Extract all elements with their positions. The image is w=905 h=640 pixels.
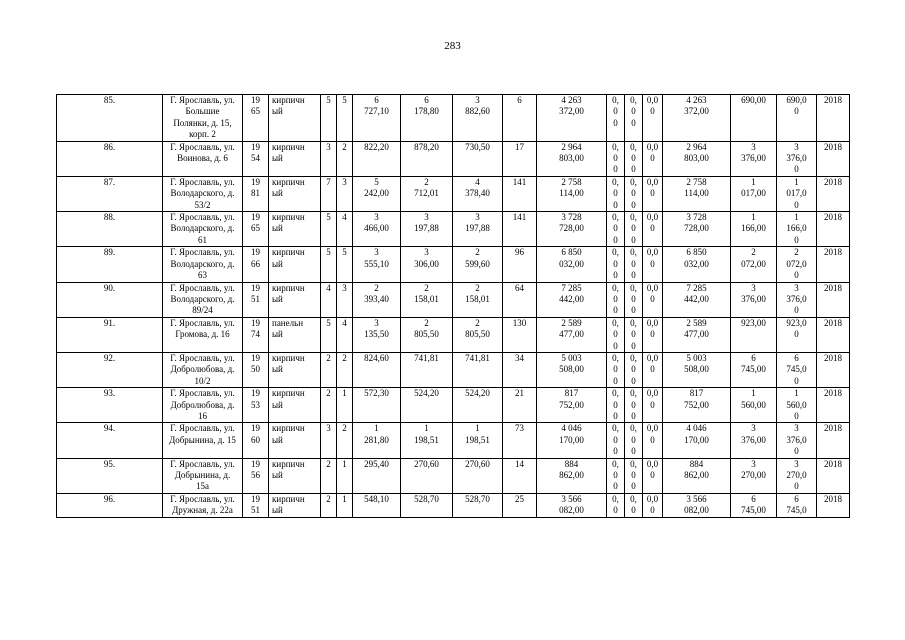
year-built-cell: 19 51 (243, 282, 269, 317)
area-premises-cell: 3 306,00 (401, 247, 453, 282)
residents-cell: 96 (503, 247, 537, 282)
entrances-cell: 1 (337, 388, 353, 423)
entrances-cell: 3 (337, 176, 353, 211)
area-total-cell: 3 466,00 (353, 212, 401, 247)
area-residential-cell: 730,50 (453, 141, 503, 176)
fund-share-1-cell: 0, 0 0 (607, 388, 625, 423)
residents-cell: 64 (503, 282, 537, 317)
unit-cost-cell: 1 166,00 (731, 212, 777, 247)
max-unit-cost-cell: 3 270,0 0 (777, 458, 817, 493)
fund-share-1-cell: 0, 0 0 (607, 317, 625, 352)
year-built-cell: 19 60 (243, 423, 269, 458)
address-cell: Г. Ярославль, ул. Добролюбова, д. 16 (163, 388, 243, 423)
area-total-cell: 548,10 (353, 493, 401, 517)
fund-share-2-cell: 0, 0 0 (625, 247, 643, 282)
unit-cost-cell: 690,00 (731, 95, 777, 142)
cost-cell: 2 964 803,00 (537, 141, 607, 176)
area-premises-cell: 1 198,51 (401, 423, 453, 458)
max-unit-cost-cell: 6 745,0 (777, 493, 817, 517)
owners-funds-cell: 884 862,00 (663, 458, 731, 493)
wall-material-cell: кирпичн ый (269, 176, 321, 211)
row-number: 94. (57, 423, 163, 458)
floors-cell: 7 (321, 176, 337, 211)
owners-funds-cell: 2 758 114,00 (663, 176, 731, 211)
residents-cell: 141 (503, 212, 537, 247)
owners-funds-cell: 3 566 082,00 (663, 493, 731, 517)
max-unit-cost-cell: 1 560,0 0 (777, 388, 817, 423)
address-cell: Г. Ярославль, ул. Володарского, д. 89/24 (163, 282, 243, 317)
table-row (57, 95, 850, 142)
wall-material-cell: кирпичн ый (269, 352, 321, 387)
floors-cell: 2 (321, 458, 337, 493)
floors-cell: 3 (321, 423, 337, 458)
unit-cost-cell: 3 376,00 (731, 282, 777, 317)
floors-cell: 2 (321, 352, 337, 387)
table-row (57, 458, 850, 493)
fund-share-3-cell: 0,0 0 (643, 317, 663, 352)
year-built-cell: 19 65 (243, 212, 269, 247)
wall-material-cell: кирпичн ый (269, 247, 321, 282)
address-cell: Г. Ярославль, ул. Дружная, д. 22а (163, 493, 243, 517)
fund-share-2-cell: 0, 0 0 (625, 176, 643, 211)
area-premises-cell: 270,60 (401, 458, 453, 493)
page-number: 283 (444, 40, 461, 52)
address-cell: Г. Ярославль, ул. Володарского, д. 53/2 (163, 176, 243, 211)
table-row (57, 176, 850, 211)
entrances-cell: 2 (337, 352, 353, 387)
cost-cell: 4 263 372,00 (537, 95, 607, 142)
unit-cost-cell: 3 376,00 (731, 423, 777, 458)
entrances-cell: 4 (337, 317, 353, 352)
max-unit-cost-cell: 3 376,0 0 (777, 423, 817, 458)
row-number: 92. (57, 352, 163, 387)
fund-share-2-cell: 0, 0 0 (625, 282, 643, 317)
year-built-cell: 19 54 (243, 141, 269, 176)
row-number: 87. (57, 176, 163, 211)
wall-material-cell: кирпичн ый (269, 423, 321, 458)
year-built-cell: 19 74 (243, 317, 269, 352)
table-row (57, 352, 850, 387)
fund-share-3-cell: 0,0 0 (643, 388, 663, 423)
cost-cell: 5 003 508,00 (537, 352, 607, 387)
address-cell: Г. Ярославль, ул. Володарского, д. 63 (163, 247, 243, 282)
row-number: 86. (57, 141, 163, 176)
cost-cell: 6 850 032,00 (537, 247, 607, 282)
row-number: 85. (57, 95, 163, 142)
fund-share-2-cell: 0, 0 0 (625, 141, 643, 176)
address-cell: Г. Ярославль, ул. Большие Полянки, д. 15, корп. 2 (163, 95, 243, 142)
area-total-cell: 295,40 (353, 458, 401, 493)
unit-cost-cell: 6 745,00 (731, 352, 777, 387)
table-row (57, 247, 850, 282)
address-cell: Г. Ярославль, ул. Добрынина, д. 15а (163, 458, 243, 493)
owners-funds-cell: 3 728 728,00 (663, 212, 731, 247)
wall-material-cell: кирпичн ый (269, 388, 321, 423)
area-total-cell: 1 281,80 (353, 423, 401, 458)
floors-cell: 3 (321, 141, 337, 176)
row-number: 96. (57, 493, 163, 517)
max-unit-cost-cell: 1 166,0 0 (777, 212, 817, 247)
row-number: 88. (57, 212, 163, 247)
area-total-cell: 3 135,50 (353, 317, 401, 352)
area-premises-cell: 2 158,01 (401, 282, 453, 317)
address-cell: Г. Ярославль, ул. Добрынина, д. 15 (163, 423, 243, 458)
row-number: 93. (57, 388, 163, 423)
fund-share-2-cell: 0, 0 0 (625, 317, 643, 352)
fund-share-2-cell: 0, 0 0 (625, 352, 643, 387)
floors-cell: 5 (321, 317, 337, 352)
completion-year-cell: 2018 (817, 493, 850, 517)
area-total-cell: 2 393,40 (353, 282, 401, 317)
wall-material-cell: кирпичн ый (269, 282, 321, 317)
year-built-cell: 19 50 (243, 352, 269, 387)
row-number: 91. (57, 317, 163, 352)
year-built-cell: 19 53 (243, 388, 269, 423)
year-built-cell: 19 66 (243, 247, 269, 282)
fund-share-3-cell: 0,0 0 (643, 95, 663, 142)
residents-cell: 34 (503, 352, 537, 387)
table-row (57, 141, 850, 176)
area-residential-cell: 270,60 (453, 458, 503, 493)
cost-cell: 884 862,00 (537, 458, 607, 493)
floors-cell: 4 (321, 282, 337, 317)
fund-share-3-cell: 0,0 0 (643, 423, 663, 458)
housing-register-table (56, 94, 850, 518)
max-unit-cost-cell: 3 376,0 0 (777, 141, 817, 176)
completion-year-cell: 2018 (817, 176, 850, 211)
max-unit-cost-cell: 6 745,0 0 (777, 352, 817, 387)
fund-share-1-cell: 0, 0 0 (607, 282, 625, 317)
cost-cell: 3 728 728,00 (537, 212, 607, 247)
wall-material-cell: кирпичн ый (269, 212, 321, 247)
fund-share-2-cell: 0, 0 0 (625, 458, 643, 493)
area-residential-cell: 741,81 (453, 352, 503, 387)
fund-share-3-cell: 0,0 0 (643, 282, 663, 317)
completion-year-cell: 2018 (817, 352, 850, 387)
owners-funds-cell: 4 263 372,00 (663, 95, 731, 142)
address-cell: Г. Ярославль, ул. Володарского, д. 61 (163, 212, 243, 247)
table-row (57, 423, 850, 458)
area-residential-cell: 528,70 (453, 493, 503, 517)
unit-cost-cell: 1 560,00 (731, 388, 777, 423)
unit-cost-cell: 3 376,00 (731, 141, 777, 176)
fund-share-2-cell: 0, 0 (625, 493, 643, 517)
residents-cell: 6 (503, 95, 537, 142)
owners-funds-cell: 5 003 508,00 (663, 352, 731, 387)
wall-material-cell: кирпичн ый (269, 141, 321, 176)
floors-cell: 5 (321, 95, 337, 142)
area-total-cell: 822,20 (353, 141, 401, 176)
unit-cost-cell: 923,00 (731, 317, 777, 352)
table-row (57, 317, 850, 352)
max-unit-cost-cell: 1 017,0 0 (777, 176, 817, 211)
row-number: 95. (57, 458, 163, 493)
fund-share-2-cell: 0, 0 0 (625, 388, 643, 423)
max-unit-cost-cell: 3 376,0 0 (777, 282, 817, 317)
entrances-cell: 5 (337, 247, 353, 282)
fund-share-3-cell: 0,0 0 (643, 176, 663, 211)
area-premises-cell: 2 712,01 (401, 176, 453, 211)
fund-share-3-cell: 0,0 0 (643, 141, 663, 176)
area-premises-cell: 2 805,50 (401, 317, 453, 352)
area-total-cell: 3 555,10 (353, 247, 401, 282)
fund-share-1-cell: 0, 0 0 (607, 458, 625, 493)
fund-share-3-cell: 0,0 0 (643, 493, 663, 517)
fund-share-1-cell: 0, 0 0 (607, 352, 625, 387)
entrances-cell: 1 (337, 458, 353, 493)
fund-share-1-cell: 0, 0 (607, 493, 625, 517)
area-residential-cell: 2 158,01 (453, 282, 503, 317)
area-residential-cell: 4 378,40 (453, 176, 503, 211)
unit-cost-cell: 1 017,00 (731, 176, 777, 211)
area-residential-cell: 1 198,51 (453, 423, 503, 458)
unit-cost-cell: 3 270,00 (731, 458, 777, 493)
entrances-cell: 1 (337, 493, 353, 517)
area-total-cell: 5 242,00 (353, 176, 401, 211)
year-built-cell: 19 51 (243, 493, 269, 517)
max-unit-cost-cell: 923,0 0 (777, 317, 817, 352)
residents-cell: 130 (503, 317, 537, 352)
completion-year-cell: 2018 (817, 247, 850, 282)
area-premises-cell: 6 178,80 (401, 95, 453, 142)
fund-share-1-cell: 0, 0 0 (607, 176, 625, 211)
table-body (57, 95, 850, 518)
table-row (57, 388, 850, 423)
cost-cell: 4 046 170,00 (537, 423, 607, 458)
floors-cell: 5 (321, 212, 337, 247)
owners-funds-cell: 2 964 803,00 (663, 141, 731, 176)
area-residential-cell: 3 197,88 (453, 212, 503, 247)
year-built-cell: 19 56 (243, 458, 269, 493)
cost-cell: 2 589 477,00 (537, 317, 607, 352)
fund-share-1-cell: 0, 0 0 (607, 247, 625, 282)
area-residential-cell: 3 882,60 (453, 95, 503, 142)
wall-material-cell: кирпичн ый (269, 95, 321, 142)
fund-share-2-cell: 0, 0 0 (625, 423, 643, 458)
owners-funds-cell: 6 850 032,00 (663, 247, 731, 282)
year-built-cell: 19 81 (243, 176, 269, 211)
area-premises-cell: 741,81 (401, 352, 453, 387)
entrances-cell: 2 (337, 141, 353, 176)
cost-cell: 817 752,00 (537, 388, 607, 423)
fund-share-1-cell: 0, 0 0 (607, 212, 625, 247)
wall-material-cell: кирпичн ый (269, 493, 321, 517)
max-unit-cost-cell: 690,0 0 (777, 95, 817, 142)
completion-year-cell: 2018 (817, 423, 850, 458)
entrances-cell: 2 (337, 423, 353, 458)
residents-cell: 17 (503, 141, 537, 176)
completion-year-cell: 2018 (817, 282, 850, 317)
completion-year-cell: 2018 (817, 317, 850, 352)
area-total-cell: 572,30 (353, 388, 401, 423)
address-cell: Г. Ярославль, ул. Воинова, д. 6 (163, 141, 243, 176)
fund-share-3-cell: 0,0 0 (643, 247, 663, 282)
table-row (57, 212, 850, 247)
wall-material-cell: панельн ый (269, 317, 321, 352)
residents-cell: 73 (503, 423, 537, 458)
area-residential-cell: 524,20 (453, 388, 503, 423)
completion-year-cell: 2018 (817, 212, 850, 247)
fund-share-1-cell: 0, 0 0 (607, 141, 625, 176)
residents-cell: 141 (503, 176, 537, 211)
address-cell: Г. Ярославль, ул. Громова, д. 16 (163, 317, 243, 352)
cost-cell: 3 566 082,00 (537, 493, 607, 517)
table-row (57, 493, 850, 517)
fund-share-3-cell: 0,0 0 (643, 352, 663, 387)
residents-cell: 21 (503, 388, 537, 423)
fund-share-2-cell: 0, 0 0 (625, 212, 643, 247)
floors-cell: 5 (321, 247, 337, 282)
cost-cell: 2 758 114,00 (537, 176, 607, 211)
fund-share-1-cell: 0, 0 0 (607, 423, 625, 458)
owners-funds-cell: 2 589 477,00 (663, 317, 731, 352)
owners-funds-cell: 817 752,00 (663, 388, 731, 423)
unit-cost-cell: 2 072,00 (731, 247, 777, 282)
completion-year-cell: 2018 (817, 458, 850, 493)
area-total-cell: 6 727,10 (353, 95, 401, 142)
entrances-cell: 4 (337, 212, 353, 247)
row-number: 90. (57, 282, 163, 317)
table-row (57, 282, 850, 317)
fund-share-1-cell: 0, 0 0 (607, 95, 625, 142)
year-built-cell: 19 65 (243, 95, 269, 142)
cost-cell: 7 285 442,00 (537, 282, 607, 317)
max-unit-cost-cell: 2 072,0 0 (777, 247, 817, 282)
entrances-cell: 5 (337, 95, 353, 142)
floors-cell: 2 (321, 493, 337, 517)
completion-year-cell: 2018 (817, 95, 850, 142)
row-number: 89. (57, 247, 163, 282)
fund-share-3-cell: 0,0 0 (643, 212, 663, 247)
fund-share-3-cell: 0,0 0 (643, 458, 663, 493)
floors-cell: 2 (321, 388, 337, 423)
area-residential-cell: 2 805,50 (453, 317, 503, 352)
completion-year-cell: 2018 (817, 388, 850, 423)
unit-cost-cell: 6 745,00 (731, 493, 777, 517)
area-premises-cell: 3 197,88 (401, 212, 453, 247)
area-residential-cell: 2 599,60 (453, 247, 503, 282)
owners-funds-cell: 4 046 170,00 (663, 423, 731, 458)
residents-cell: 14 (503, 458, 537, 493)
area-premises-cell: 528,70 (401, 493, 453, 517)
area-total-cell: 824,60 (353, 352, 401, 387)
entrances-cell: 3 (337, 282, 353, 317)
fund-share-2-cell: 0, 0 0 (625, 95, 643, 142)
completion-year-cell: 2018 (817, 141, 850, 176)
owners-funds-cell: 7 285 442,00 (663, 282, 731, 317)
address-cell: Г. Ярославль, ул. Добролюбова, д. 10/2 (163, 352, 243, 387)
wall-material-cell: кирпичн ый (269, 458, 321, 493)
area-premises-cell: 878,20 (401, 141, 453, 176)
area-premises-cell: 524,20 (401, 388, 453, 423)
residents-cell: 25 (503, 493, 537, 517)
